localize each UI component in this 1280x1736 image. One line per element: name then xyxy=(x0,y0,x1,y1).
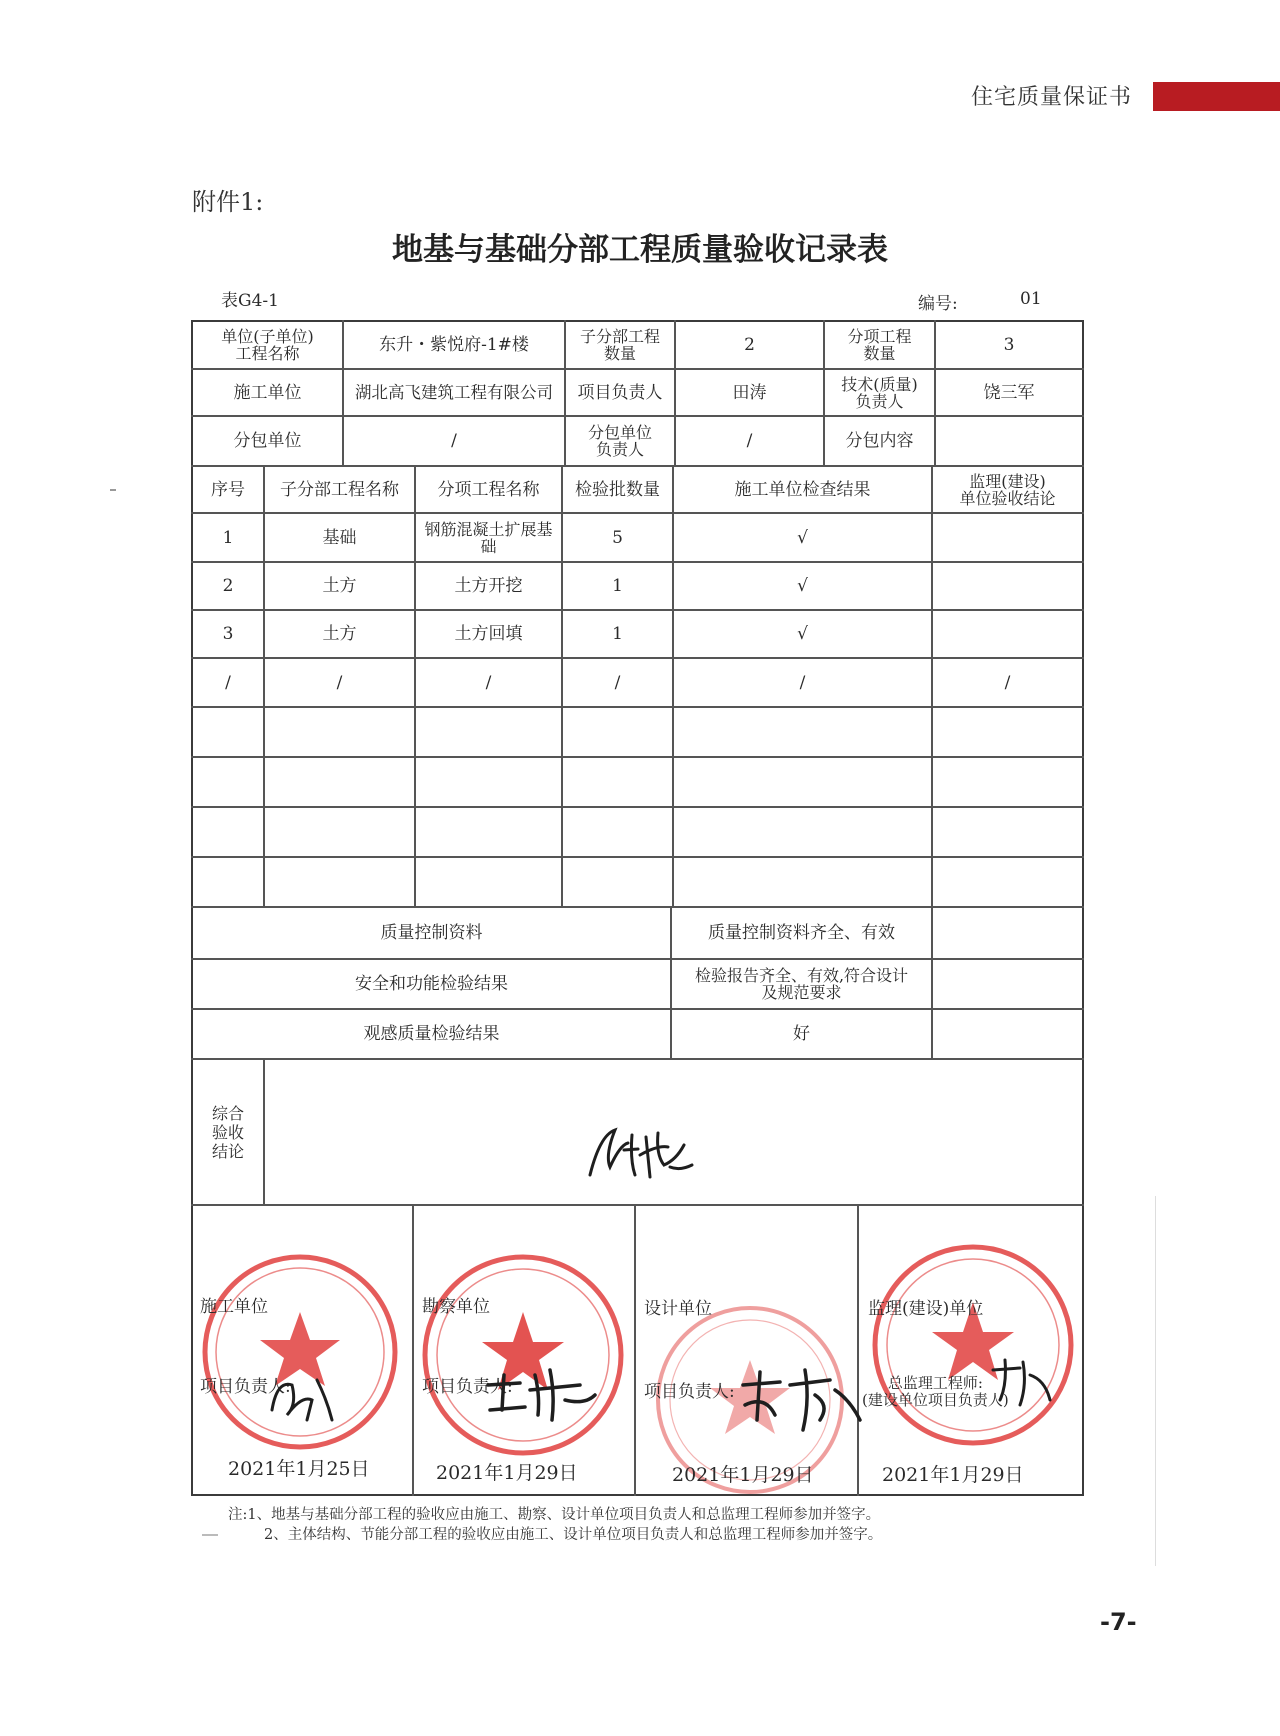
page-number: -7- xyxy=(1100,1608,1137,1636)
summary-conclusion xyxy=(933,1010,1082,1058)
serial-label: 编号: xyxy=(918,294,958,314)
table-cell xyxy=(933,514,1082,561)
sub-pm-label: 分包单位 负责人 xyxy=(587,423,652,459)
tech-lead-label: 技术(质量) 负责人 xyxy=(841,374,918,411)
overall-conclusion-signature xyxy=(580,1105,700,1185)
margin-line xyxy=(1155,1196,1156,1566)
margin-mark xyxy=(202,1534,218,1536)
sub-pm-value: / xyxy=(746,431,753,451)
table-cell: 土方开挖 xyxy=(454,576,523,596)
sign-unit-label: 施工单位 xyxy=(200,1297,268,1317)
grid-line xyxy=(191,856,1084,858)
serial-value: 01 xyxy=(1020,289,1042,309)
table-cell: 3 xyxy=(222,624,234,644)
attachment-label: 附件1: xyxy=(192,188,264,216)
sub-count-value: 2 xyxy=(744,335,755,355)
table-cell: 1 xyxy=(612,624,623,644)
table-cell: 土方 xyxy=(322,624,357,644)
header-accent-bar xyxy=(1153,82,1280,111)
grid-line xyxy=(191,1058,1084,1060)
item-count-label: 分项工程 数量 xyxy=(847,327,912,363)
table-cell: / xyxy=(1004,672,1011,693)
col-header-batch-count: 检验批数量 xyxy=(575,479,660,500)
sign-date: 2021年1月29日 xyxy=(672,1464,814,1486)
sign-date: 2021年1月29日 xyxy=(436,1462,578,1484)
overall-conclusion-label: 综合 验收 结论 xyxy=(211,1103,244,1161)
table-cell: / xyxy=(485,672,492,693)
grid-line xyxy=(191,1204,1084,1206)
note-1: 注:1、地基与基础分部工程的验收应由施工、勘察、设计单位项目负责人和总监理工程师参加并签字。 xyxy=(228,1507,881,1523)
table-cell xyxy=(933,563,1082,609)
sign-person-label: 总监理工程师: (建设单位项目负责人) xyxy=(862,1374,1009,1409)
table-cell: / xyxy=(225,672,231,693)
col-header-item-project: 分项工程名称 xyxy=(437,479,540,500)
col-header-supervisor-conclusion: 监理(建设) 单位验收结论 xyxy=(959,471,1056,508)
item-count-value: 3 xyxy=(1003,335,1015,355)
summary-result: 质量控制资料齐全、有效 xyxy=(708,923,895,943)
table-cell: 土方回填 xyxy=(454,624,523,644)
table-cell: / xyxy=(614,672,621,693)
unit-name-label: 单位(子单位) 工程名称 xyxy=(221,327,314,363)
table-cell: √ xyxy=(797,527,808,548)
table-cell: 基础 xyxy=(322,527,357,548)
grid-line xyxy=(191,756,1084,758)
sign-unit-label: 设计单位 xyxy=(644,1299,712,1319)
grid-line xyxy=(857,1204,859,1496)
table-cell: 1 xyxy=(222,527,234,548)
contractor-label: 施工单位 xyxy=(233,382,302,403)
subcontractor-value: / xyxy=(451,431,457,451)
supervisor-signature xyxy=(985,1350,1060,1410)
pm-value: 田涛 xyxy=(732,382,767,403)
table-cell xyxy=(933,611,1082,657)
table-cell: 钢筋混凝土扩展基础 xyxy=(424,519,553,556)
sub-content-value xyxy=(936,417,1082,465)
sub-count-label: 子分部工程 数量 xyxy=(579,327,660,363)
col-header-index: 序号 xyxy=(211,479,245,500)
tech-lead-value: 饶三军 xyxy=(983,382,1035,403)
header-title: 住宅质量保证书 xyxy=(970,85,1132,110)
sign-person-label: 项目负责人: xyxy=(422,1377,513,1397)
unit-name-value: 东升・紫悦府-1#楼 xyxy=(379,335,529,355)
sign-person-label: 项目负责人: xyxy=(644,1382,735,1402)
contractor-signature xyxy=(262,1360,342,1430)
summary-result: 检验报告齐全、有效,符合设计 及规范要求 xyxy=(694,966,909,1002)
table-cell: / xyxy=(336,672,343,693)
summary-label: 质量控制资料 xyxy=(380,923,483,943)
sign-unit-label: 勘察单位 xyxy=(422,1297,490,1317)
grid-line xyxy=(191,806,1084,808)
table-cell: 1 xyxy=(612,576,623,596)
col-header-sub-project: 子分部工程名称 xyxy=(280,479,399,500)
sign-date: 2021年1月29日 xyxy=(882,1464,1024,1486)
form-code: 表G4-1 xyxy=(221,291,279,311)
pm-label: 项目负责人 xyxy=(577,382,663,403)
grid-line xyxy=(191,706,1084,708)
table-cell: / xyxy=(799,672,806,693)
survey-signature xyxy=(480,1355,600,1425)
summary-label: 安全和功能检验结果 xyxy=(355,974,508,994)
table-cell: 2 xyxy=(222,576,234,596)
sign-person-label: 项目负责人: xyxy=(200,1377,291,1397)
grid-line xyxy=(412,1204,414,1496)
grid-line xyxy=(263,1058,265,1204)
note-2: 2、主体结构、节能分部工程的验收应由施工、设计单位项目负责人和总监理工程师参加并签字。 xyxy=(264,1527,883,1543)
table-cell: 5 xyxy=(612,527,623,548)
summary-result: 好 xyxy=(793,1024,810,1044)
contractor-value: 湖北高飞建筑工程有限公司 xyxy=(355,382,553,402)
subcontractor-label: 分包单位 xyxy=(233,431,302,451)
document-title: 地基与基础分部工程质量验收记录表 xyxy=(392,232,888,268)
table-cell: √ xyxy=(797,624,808,644)
col-header-contractor-result: 施工单位检查结果 xyxy=(734,479,871,500)
grid-line xyxy=(634,1204,636,1496)
margin-mark xyxy=(110,489,116,491)
summary-conclusion xyxy=(933,960,1082,1008)
supervisor-seal xyxy=(868,1240,1078,1450)
sign-unit-label: 监理(建设)单位 xyxy=(868,1299,984,1319)
table-cell: 土方 xyxy=(322,576,357,596)
summary-label: 观感质量检验结果 xyxy=(363,1024,500,1044)
design-signature xyxy=(735,1360,865,1435)
summary-conclusion xyxy=(933,908,1082,958)
sign-date: 2021年1月25日 xyxy=(228,1458,370,1480)
sub-content-label: 分包内容 xyxy=(845,431,914,451)
table-cell: √ xyxy=(797,576,808,596)
